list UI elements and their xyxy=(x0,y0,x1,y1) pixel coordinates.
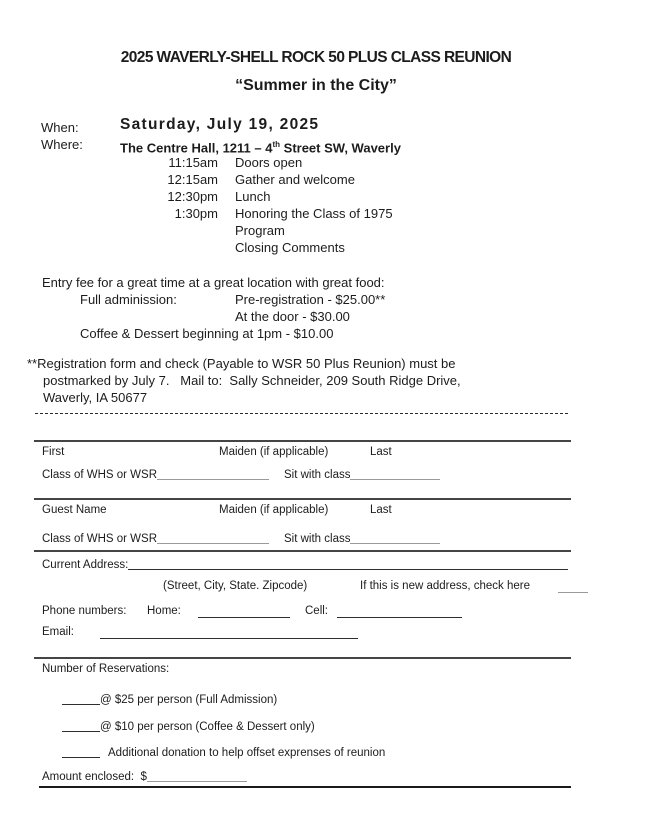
section-rule xyxy=(34,550,571,552)
home-label: Home: xyxy=(147,605,181,617)
bottom-rule xyxy=(39,786,571,788)
sit-with-class-blank xyxy=(350,534,440,544)
registration-note-line3: Waverly, IA 50677 xyxy=(43,390,148,405)
where-value xyxy=(120,137,401,155)
email-label: Email: xyxy=(42,626,74,638)
last-label: Last xyxy=(370,504,392,516)
where-value-text: The Centre Hall, 1211 – 4 xyxy=(120,140,273,156)
schedule-row xyxy=(158,206,393,221)
first-label: First xyxy=(42,446,65,458)
class-of-blank xyxy=(157,470,269,480)
last-label: Last xyxy=(370,446,392,458)
schedule-event: Lunch xyxy=(235,189,271,204)
schedule-event: Program xyxy=(235,223,285,238)
maiden-label: Maiden (if applicable) xyxy=(219,504,329,516)
section-rule xyxy=(34,657,571,659)
section-rule xyxy=(34,440,571,442)
page-subtitle: “Summer in the City” xyxy=(235,77,397,94)
where-value-text-2: Street SW, Waverly xyxy=(280,140,401,156)
schedule-row xyxy=(158,172,355,187)
schedule-time: 12:15am xyxy=(167,172,218,187)
sit-with-class-blank xyxy=(350,470,440,480)
coffee-dessert-price: Coffee & Dessert beginning at 1pm - $10.00 xyxy=(80,326,334,341)
home-blank xyxy=(198,617,290,618)
when-label: When: xyxy=(41,120,79,135)
donation-row xyxy=(62,746,385,760)
reservation-10-row xyxy=(62,720,315,734)
donation-blank xyxy=(62,748,100,758)
schedule-row xyxy=(158,189,270,204)
schedule-event: Doors open xyxy=(235,155,303,170)
sit-with-class-label: Sit with class xyxy=(284,469,351,481)
street-hint: (Street, City, State. Zipcode) xyxy=(163,580,308,592)
email-blank xyxy=(100,638,358,639)
schedule-event: Closing Comments xyxy=(235,240,345,255)
guest-name-label: Guest Name xyxy=(42,504,107,516)
maiden-label: Maiden (if applicable) xyxy=(219,446,329,458)
current-address-row xyxy=(42,558,568,572)
fees-intro: Entry fee for a great time at a great location with great food: xyxy=(42,275,385,290)
reservation-10-label: @ $10 per person (Coffee & Dessert only) xyxy=(100,721,315,733)
schedule-time: 1:30pm xyxy=(174,206,218,221)
cell-label: Cell: xyxy=(305,605,329,617)
schedule-row xyxy=(158,155,302,170)
schedule-event: Gather and welcome xyxy=(235,172,355,187)
schedule-row xyxy=(158,240,345,255)
reservation-25-label: @ $25 per person (Full Admission) xyxy=(100,694,278,706)
current-address-label: Current Address: xyxy=(42,559,129,571)
schedule-time: 12:30pm xyxy=(167,189,218,204)
ordinal-suffix: th xyxy=(272,140,281,149)
schedule-time: 11:15am xyxy=(168,155,218,170)
current-address-blank xyxy=(128,560,568,570)
reservations-header: Number of Reservations: xyxy=(42,663,170,675)
full-admission-label: Full adminission: xyxy=(80,292,177,307)
check-here-blank xyxy=(558,592,588,593)
at-the-door-price: At the door - $30.00 xyxy=(235,309,350,324)
sit-with-class-row xyxy=(284,532,440,546)
phone-numbers-label: Phone numbers: xyxy=(42,605,127,617)
amount-enclosed-row xyxy=(42,770,247,784)
new-address-note: If this is new address, check here xyxy=(360,580,531,592)
pre-registration-price: Pre-registration - $25.00** xyxy=(235,292,386,307)
class-of-blank xyxy=(157,534,269,544)
reservation-10-blank xyxy=(62,722,100,732)
registration-note-line2: postmarked by July 7. Mail to: Sally Schneider, 209 South Ridge Drive, xyxy=(43,373,461,388)
reservation-25-blank xyxy=(62,695,100,705)
page-title: 2025 WAVERLY-SHELL ROCK 50 PLUS CLASS REUNION xyxy=(120,49,512,66)
reservation-25-row xyxy=(62,693,277,707)
sit-with-class-label: Sit with class xyxy=(284,533,351,545)
sit-with-class-row xyxy=(284,468,440,482)
class-of-row xyxy=(42,468,269,482)
where-label: Where: xyxy=(41,137,83,152)
amount-blank xyxy=(147,772,247,782)
cell-blank xyxy=(337,617,462,618)
dashed-divider xyxy=(35,413,568,414)
when-value: Saturday, July 19, 2025 xyxy=(120,116,320,133)
class-of-label: Class of WHS or WSR xyxy=(42,533,158,545)
registration-note-line1: **Registration form and check (Payable to WSR 50 Plus Reunion) must be xyxy=(27,356,456,371)
section-rule xyxy=(34,498,571,500)
class-of-row xyxy=(42,532,269,546)
donation-label: Additional donation to help offset exprenses of reunion xyxy=(108,747,386,759)
schedule-row xyxy=(158,223,285,238)
class-of-label: Class of WHS or WSR xyxy=(42,469,158,481)
schedule-event: Honoring the Class of 1975 xyxy=(235,206,393,221)
amount-enclosed-label: Amount enclosed: $ xyxy=(42,771,147,783)
